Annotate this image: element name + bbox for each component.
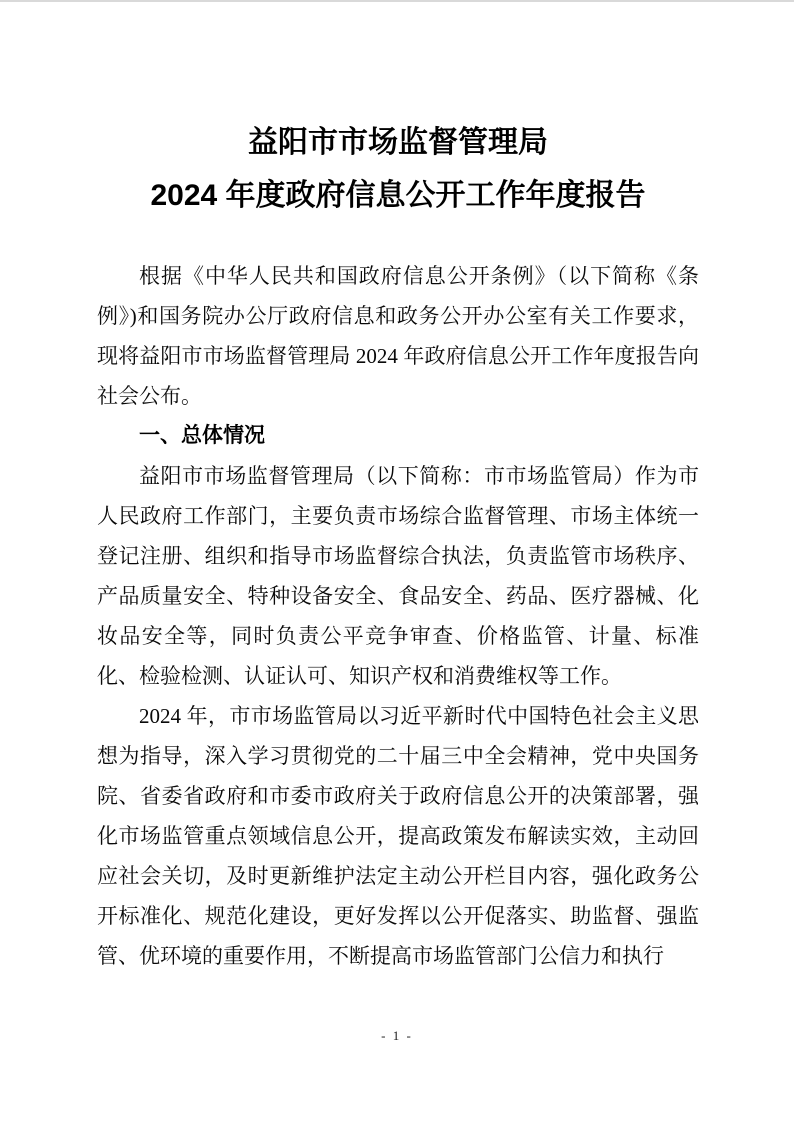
section-heading-overview: 一、总体情况	[139, 424, 265, 447]
report-body	[97, 256, 699, 976]
report-title-line2: 2024 年度政府信息公开工作年度报告	[150, 179, 646, 212]
intro-paragraph: 根据《中华人民共和国政府信息公开条例》（以下简称《条例》)和国务院办公厅政府信息和政务公开办公室有关工作要求，现将益阳市市场监督管理局 2024 年政府信息公开工作年度报告向社会公布。	[97, 264, 699, 408]
report-title	[97, 116, 699, 222]
page-number: - 1 -	[381, 1028, 413, 1043]
paragraph-2024-work-summary: 2024 年，市市场监管局以习近平新时代中国特色社会主义思想为指导，深入学习贯彻党的二十届三中全会精神，党中央国务院、省委省政府和市委市政府关于政府信息公开的决策部署，强化市场监管重点领域信息公开，提高政策发布解读实效，主动回应社会关切，及时更新维护法定主动公开栏目内容，强化政务公开标准化、规范化建设，更好发挥以公开促落实、助监督、强监管、优环境的重要作用，不断提高市场监管部门公信力和执行	[97, 704, 699, 968]
document-content	[97, 116, 699, 976]
paragraph-agency-duties: 益阳市市场监督管理局（以下简称：市市场监管局）作为市人民政府工作部门，主要负责市场综合监督管理、市场主体统一登记注册、组织和指导市场监督综合执法，负责监管市场秩序、产品质量安全、特种设备安全、食品安全、药品、医疗器械、化妆品安全等，同时负责公平竞争审查、价格监管、计量、标准化、检验检测、认证认可、知识产权和消费维权等工作。	[97, 464, 699, 688]
report-title-line1: 益阳市市场监督管理局	[248, 126, 548, 159]
page-top-edge-line	[0, 0, 794, 2]
